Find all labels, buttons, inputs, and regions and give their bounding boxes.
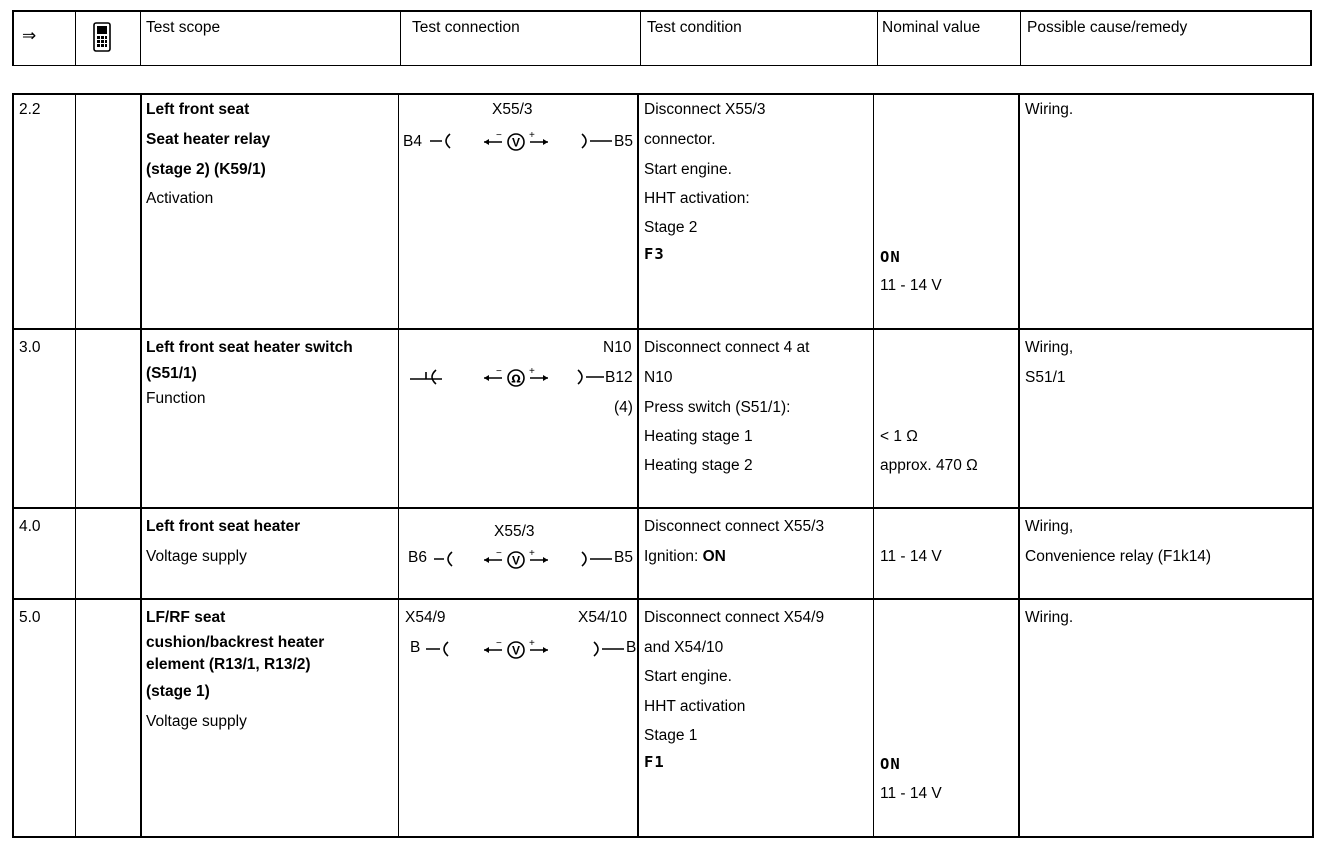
svg-text:+: + <box>529 548 535 559</box>
svg-text:V: V <box>511 553 521 568</box>
test-scope-line: Left front seat heater <box>146 518 301 535</box>
possible-cause-line: Wiring, <box>1025 518 1074 535</box>
pin-right-label: B5 <box>614 133 633 150</box>
svg-text:−: − <box>496 638 502 649</box>
test-scope-line: Left front seat <box>146 101 250 118</box>
test-condition-line: Stage 2 <box>644 219 698 236</box>
test-condition-line: Disconnect connect X55/3 <box>644 518 825 535</box>
test-condition-line: N10 <box>644 369 673 386</box>
pin-right-label: B5 <box>614 549 633 566</box>
test-scope-line: (stage 1) <box>146 683 210 700</box>
test-condition-line: Press switch (S51/1): <box>644 399 791 416</box>
nominal-value: 11 - 14 V <box>880 548 942 565</box>
test-scope-line: Seat heater relay <box>146 131 271 148</box>
pin-left-label: B6 <box>408 549 427 566</box>
test-condition-line: Heating stage 1 <box>644 428 753 445</box>
test-scope-line: (stage 2) (K59/1) <box>146 161 266 178</box>
test-condition-line: Start engine. <box>644 161 732 178</box>
svg-text:−: − <box>496 548 502 559</box>
display-code: F1 <box>644 753 665 771</box>
step-number: 3.0 <box>19 339 41 356</box>
possible-cause-line: Wiring. <box>1025 101 1074 118</box>
test-condition-line: connector. <box>644 131 716 148</box>
pin-left-label: B4 <box>403 133 422 150</box>
connector-label: X55/3 <box>492 101 533 118</box>
test-condition-line: Disconnect X55/3 <box>644 101 766 118</box>
column-header-nominal-value: Nominal value <box>882 19 981 36</box>
arrow-icon: ⇒ <box>22 26 37 45</box>
nominal-value: approx. 470 Ω <box>880 457 978 474</box>
display-on-status: ON <box>880 248 901 266</box>
test-scope-line: Left front seat heater switch <box>146 339 353 356</box>
test-scope-line: Activation <box>146 190 214 207</box>
test-condition-line: Start engine. <box>644 668 732 685</box>
ohmmeter-icon <box>408 366 606 390</box>
possible-cause-line: Wiring, <box>1025 339 1074 356</box>
nominal-value: 11 - 14 V <box>880 277 942 294</box>
svg-text:+: + <box>529 366 535 377</box>
svg-text:Ω: Ω <box>511 372 521 386</box>
pin-right-label: B <box>626 639 637 656</box>
column-header-test-scope: Test scope <box>146 19 221 36</box>
pin-number-label: (4) <box>614 399 633 416</box>
possible-cause-line: S51/1 <box>1025 369 1066 386</box>
step-number: 5.0 <box>19 609 41 626</box>
test-scope-line: Function <box>146 390 206 407</box>
display-code: F3 <box>644 245 665 263</box>
voltmeter-icon <box>424 638 626 662</box>
svg-text:+: + <box>529 130 535 141</box>
voltmeter-icon <box>432 548 614 572</box>
test-condition-line: Disconnect connect 4 at <box>644 339 810 356</box>
svg-text:V: V <box>511 643 521 658</box>
test-condition-line: and X54/10 <box>644 639 724 656</box>
column-header-test-connection: Test connection <box>412 19 520 36</box>
pin-right-label: B12 <box>605 369 633 386</box>
test-scope-line: cushion/backrest heater <box>146 634 325 651</box>
test-condition-line: Ignition: ON <box>644 548 726 565</box>
ignition-state: ON <box>702 548 726 565</box>
test-condition-line: Heating stage 2 <box>644 457 753 474</box>
test-scope-line: LF/RF seat <box>146 609 226 626</box>
possible-cause-line: Convenience relay (F1k14) <box>1025 548 1212 565</box>
test-scope-line: Voltage supply <box>146 713 247 730</box>
test-scope-line: Voltage supply <box>146 548 247 565</box>
nominal-value: < 1 Ω <box>880 428 918 445</box>
connector-label: X54/9 <box>405 609 446 626</box>
svg-text:+: + <box>529 638 535 649</box>
possible-cause-line: Wiring. <box>1025 609 1074 626</box>
test-condition-line: Disconnect connect X54/9 <box>644 609 825 626</box>
pin-left-label: B <box>410 639 421 656</box>
hand-held-tester-icon <box>92 22 112 57</box>
display-on-status: ON <box>880 755 901 773</box>
nominal-value: 11 - 14 V <box>880 785 942 802</box>
connector-label: X54/10 <box>578 609 628 626</box>
svg-text:−: − <box>496 366 502 377</box>
step-number: 2.2 <box>19 101 41 118</box>
column-header-test-condition: Test condition <box>647 19 742 36</box>
voltmeter-icon <box>428 130 614 154</box>
test-scope-line: element (R13/1, R13/2) <box>146 656 311 673</box>
connector-label: N10 <box>603 339 632 356</box>
test-condition-line: HHT activation <box>644 698 746 715</box>
svg-text:V: V <box>511 135 521 150</box>
step-number: 4.0 <box>19 518 41 535</box>
test-condition-line: HHT activation: <box>644 190 750 207</box>
column-header-possible-cause: Possible cause/remedy <box>1027 19 1188 36</box>
connector-label: X55/3 <box>494 523 535 540</box>
test-condition-line: Stage 1 <box>644 727 698 744</box>
svg-text:−: − <box>496 130 502 141</box>
test-scope-line: (S51/1) <box>146 365 197 382</box>
